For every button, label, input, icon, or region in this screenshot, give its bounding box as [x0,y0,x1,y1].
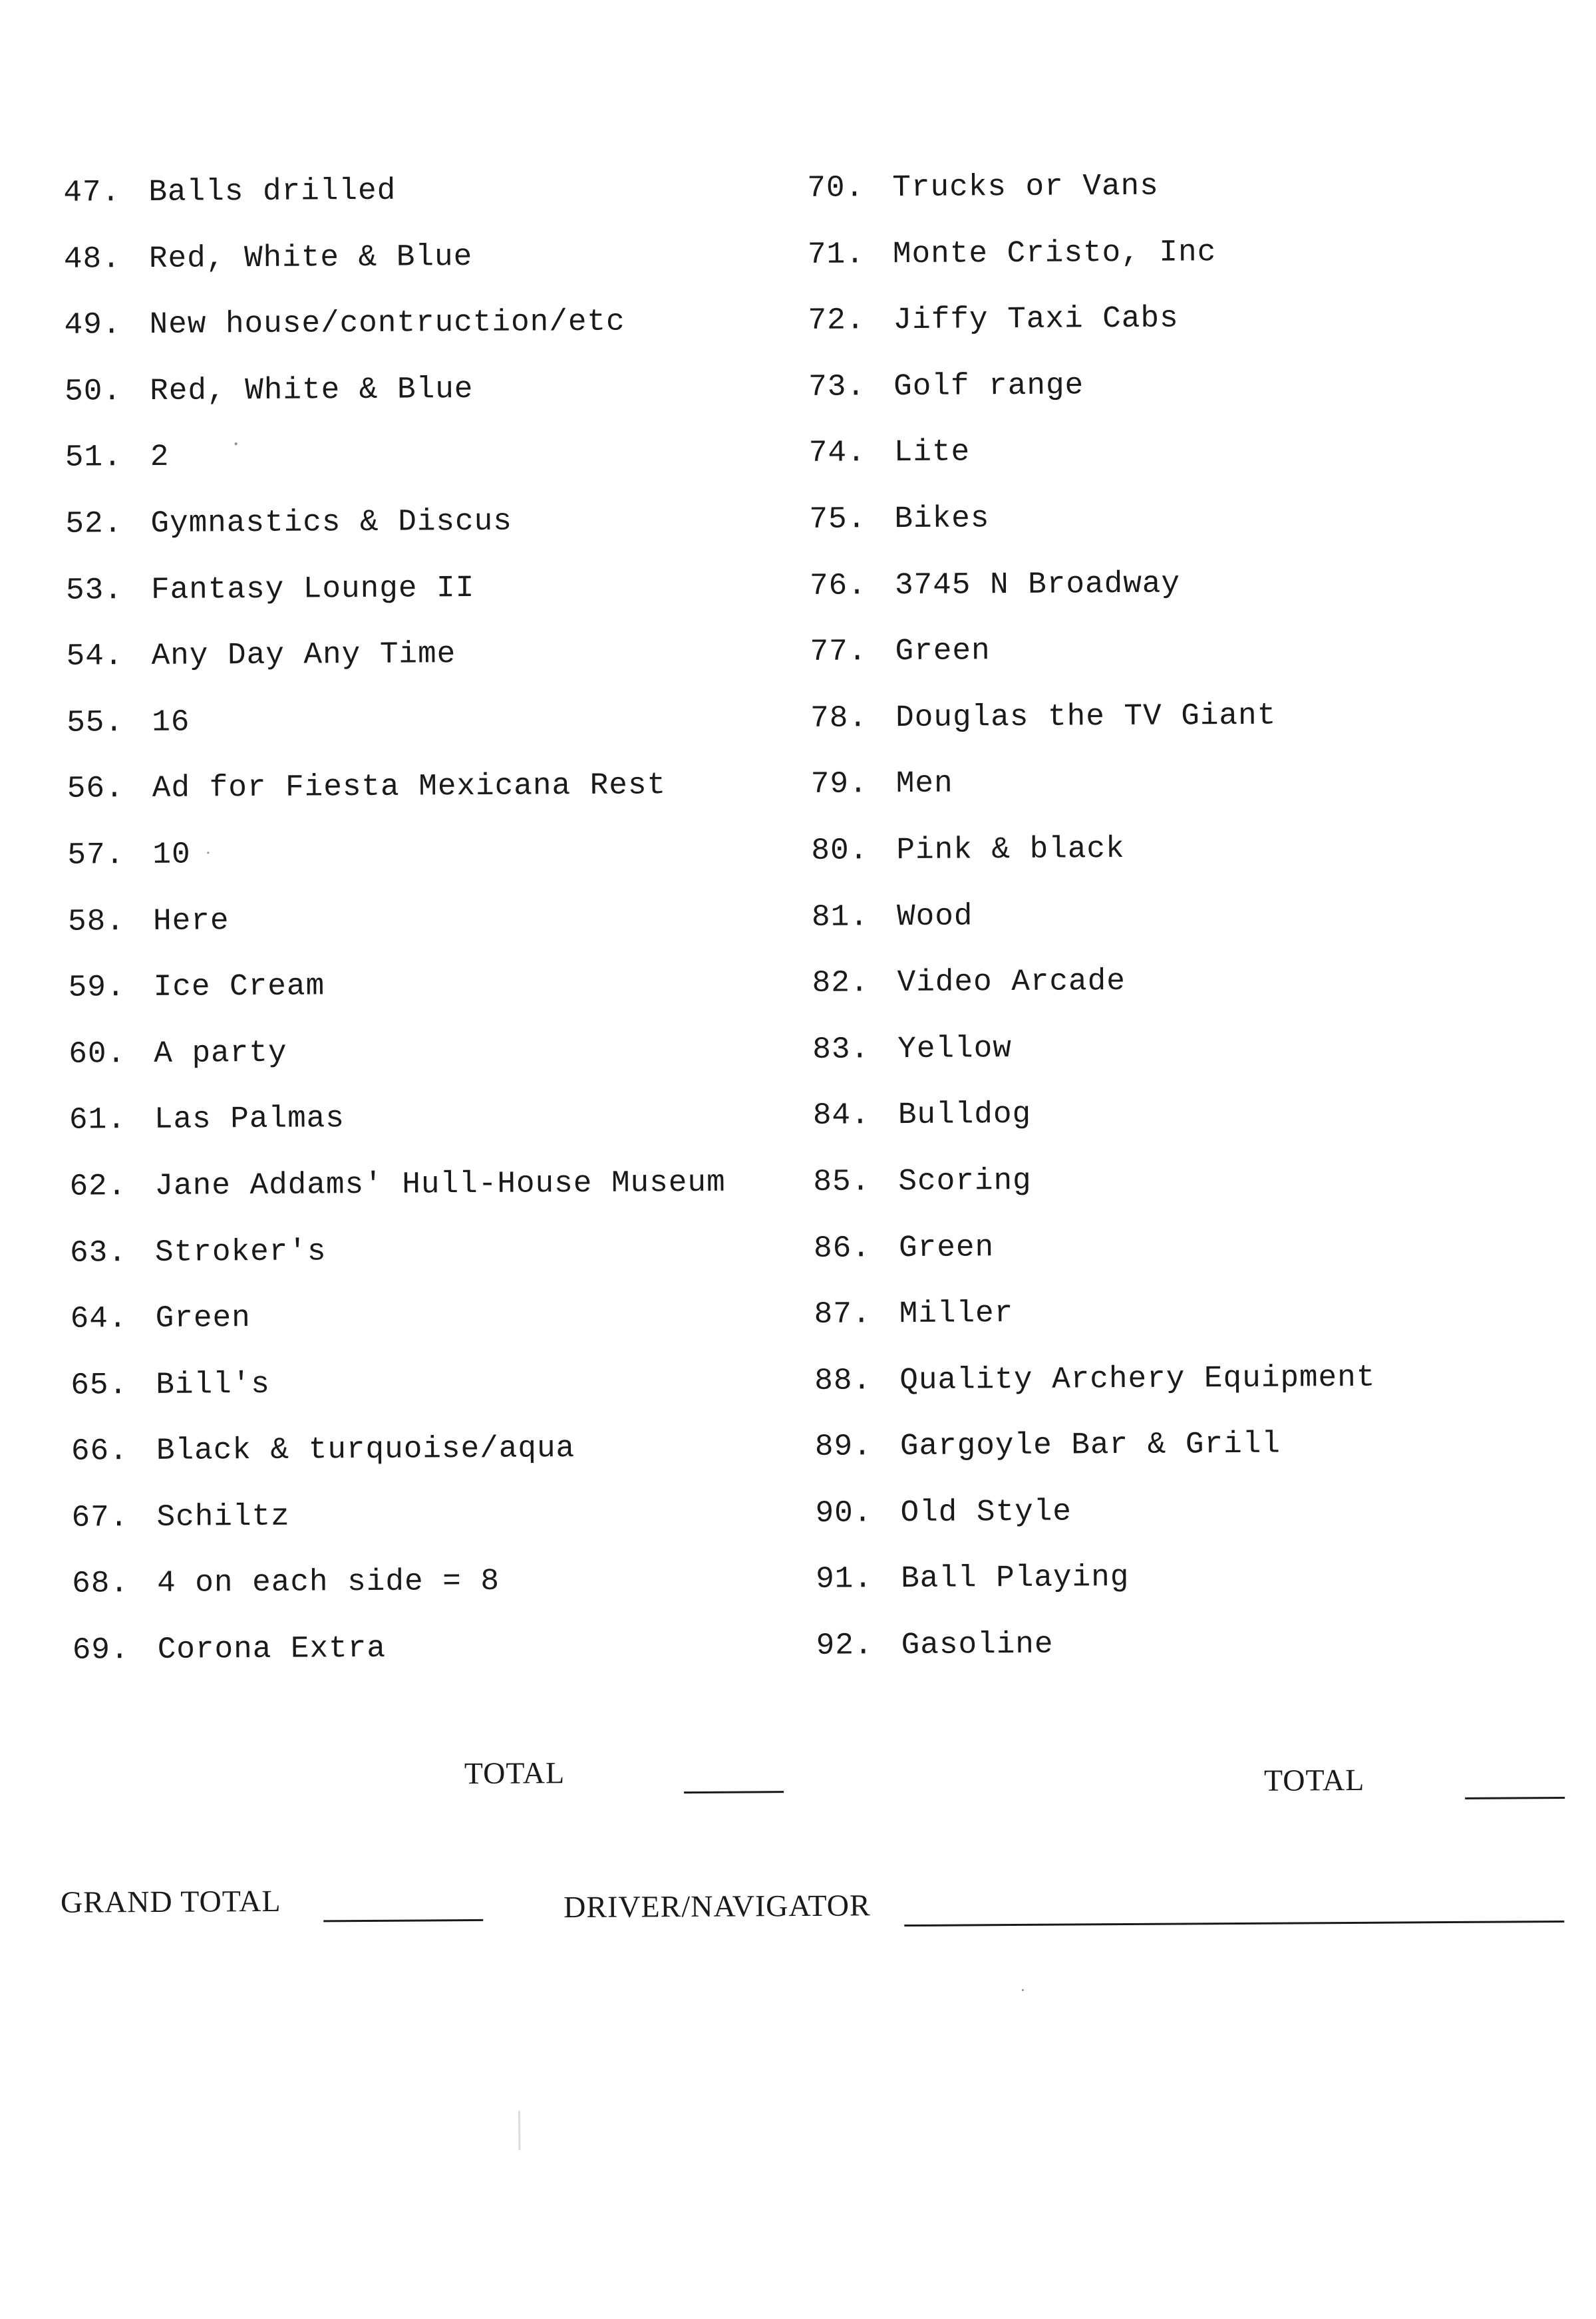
answer-text: Las Palmas [154,1101,345,1138]
answer-number: 78. [810,700,868,736]
answer-number: 69. [72,1632,130,1668]
answer-item [64,304,770,375]
answer-text: 2 [150,440,170,475]
answer-text: Gymnastics & Discus [150,504,513,541]
answer-number: 90. [815,1495,873,1531]
answer-item [72,1563,778,1634]
answer-item [67,702,772,772]
answer-text: Schiltz [156,1499,290,1535]
answer-text: Jiffy Taxi Cabs [893,301,1179,338]
answer-item [66,569,772,640]
answer-item [816,1624,1575,1696]
answer-number: 65. [71,1367,128,1403]
answer-number: 49. [64,307,122,343]
answer-text: Ice Cream [153,969,325,1005]
answer-number: 80. [811,833,869,868]
answer-number: 48. [63,241,121,277]
answer-item [69,1033,774,1104]
answer-number: 59. [68,970,126,1005]
answer-item [808,366,1567,437]
answer-number: 84. [812,1098,870,1134]
answer-text: Old Style [900,1494,1072,1530]
answer-text: A party [154,1035,287,1071]
grand-total-label: GRAND TOTAL [60,1883,281,1919]
answer-item [811,763,1570,834]
answer-item [811,830,1570,901]
answer-item [71,1364,776,1435]
answer-text: 10 [152,837,191,872]
answer-text: Monte Cristo, Inc [892,234,1217,271]
answer-item [69,1100,775,1170]
answer-number: 60. [69,1036,126,1072]
answer-text: Green [155,1301,251,1336]
answer-number: 79. [810,766,868,802]
answer-item [64,238,770,309]
answer-number: 88. [814,1363,872,1398]
answer-item [808,299,1567,371]
answer-text: Men [895,766,953,802]
answer-number: 61. [69,1102,126,1138]
answer-number: 85. [813,1164,871,1199]
answer-number: 55. [67,704,124,740]
grand-total-blank[interactable] [323,1919,483,1922]
answer-number: 76. [809,567,867,603]
answer-text: Scoring [898,1163,1032,1199]
answer-item [63,172,769,242]
answer-text: Quality Archery Equipment [899,1360,1376,1398]
answer-text: Miller [899,1296,1014,1332]
answer-item [807,167,1566,238]
driver-navigator-label: DRIVER/NAVIGATOR [563,1888,871,1925]
answer-number: 66. [71,1434,128,1469]
answer-number: 71. [807,236,865,272]
answer-text: Stroker's [154,1233,327,1270]
answer-number: 54. [66,639,124,674]
answer-number: 86. [813,1230,872,1266]
answer-item [71,1497,777,1567]
answer-item [812,895,1571,967]
answer-number: 68. [71,1566,130,1602]
answer-text: Bikes [894,501,990,537]
answer-text: Lite [893,434,971,470]
answer-item [71,1431,777,1501]
answer-text: Video Arcade [897,964,1126,1001]
answer-text: Gasoline [901,1626,1054,1663]
answer-item [814,1293,1573,1364]
answer-text: Fantasy Lounge II [150,570,475,607]
answer-number: 87. [814,1297,872,1332]
answer-text: Red, White & Blue [150,371,474,408]
answer-number: 62. [69,1169,127,1204]
answer-item [809,432,1568,503]
answer-number: 67. [71,1500,129,1535]
answer-item [810,564,1569,635]
answer-item [69,1165,775,1236]
answer-text: Green [895,633,991,669]
answer-text: Jane Addams' Hull-House Museum [154,1165,726,1203]
answer-number: 83. [812,1032,870,1067]
answer-text: Balls drilled [148,173,397,210]
answer-text: 3745 N Broadway [894,566,1181,603]
answer-text: Bill's [156,1366,271,1402]
answer-list-left [63,172,778,1700]
answer-item [65,503,771,573]
answer-item [813,1161,1572,1232]
scan-speck [1022,1989,1024,1991]
answer-item [814,1360,1573,1431]
answer-item [65,437,771,508]
answer-number: 89. [814,1429,872,1465]
driver-navigator-blank[interactable] [904,1921,1564,1927]
answer-text: Wood [896,898,973,934]
answer-number: 70. [807,170,865,206]
answer-text: Green [898,1229,995,1265]
answer-number: 64. [70,1301,128,1336]
answer-text: New house/contruction/etc [149,304,625,343]
answer-item [70,1232,776,1303]
answer-number: 63. [69,1235,128,1271]
scan-mark [518,2111,520,2151]
answer-number: 81. [811,899,870,935]
answer-number: 53. [65,572,124,608]
answer-text: Douglas the TV Giant [895,698,1277,735]
answer-item [815,1492,1574,1563]
scan-speck [235,442,238,445]
answer-number: 91. [815,1561,874,1597]
answer-item [814,1227,1573,1298]
answer-item [810,631,1569,702]
answer-text: Bulldog [897,1097,1032,1133]
answer-list-right [807,167,1575,1696]
answer-item [812,1028,1571,1100]
answer-item [71,1298,776,1368]
total-blank-left[interactable] [684,1791,784,1793]
answer-item [815,1426,1574,1497]
answer-number: 75. [809,502,867,537]
answer-item [69,967,774,1037]
answer-number: 50. [65,373,122,409]
answer-text: 16 [152,704,190,740]
answer-number: 73. [808,369,866,404]
answer-number: 51. [65,440,122,476]
answer-item [812,962,1571,1033]
answer-number: 74. [808,435,866,471]
answer-item [816,1558,1575,1629]
answer-number: 56. [67,771,124,807]
answer-number: 47. [63,175,121,210]
answer-text: Yellow [897,1030,1013,1066]
answer-item [68,901,774,971]
answer-item [67,768,773,839]
answer-number: 52. [65,506,123,541]
total-blank-right[interactable] [1465,1797,1565,1799]
answer-text: Corona Extra [157,1630,387,1667]
answer-text: Black & turquoise/aqua [156,1431,575,1469]
answer-item [809,498,1568,569]
answer-number: 92. [816,1628,874,1663]
answer-item [66,635,772,706]
answer-text: Any Day Any Time [151,637,456,674]
answer-text: Ball Playing [900,1560,1130,1597]
answer-number: 72. [808,303,866,339]
answer-number: 77. [810,634,868,670]
answer-text: Here [152,903,230,939]
answer-item [67,834,773,905]
total-label-right: TOTAL [1263,1762,1365,1797]
answer-number: 57. [67,838,125,873]
total-label-left: TOTAL [464,1756,565,1791]
answer-item [65,371,770,441]
answer-text: Ad for Fiesta Mexicana Rest [152,768,667,806]
answer-item [813,1094,1572,1165]
answer-text: Golf range [893,368,1084,404]
answer-text: Pink & black [896,831,1125,868]
answer-text: 4 on each side = 8 [156,1564,500,1601]
answer-item [808,233,1567,305]
scan-speck [207,851,209,853]
answer-text: Trucks or Vans [892,168,1159,206]
answer-item [810,697,1569,768]
answer-text: Red, White & Blue [148,239,473,276]
answer-text: Gargoyle Bar & Grill [899,1426,1281,1464]
answer-number: 58. [67,903,126,939]
answer-number: 82. [812,965,870,1001]
answer-item [73,1629,778,1700]
